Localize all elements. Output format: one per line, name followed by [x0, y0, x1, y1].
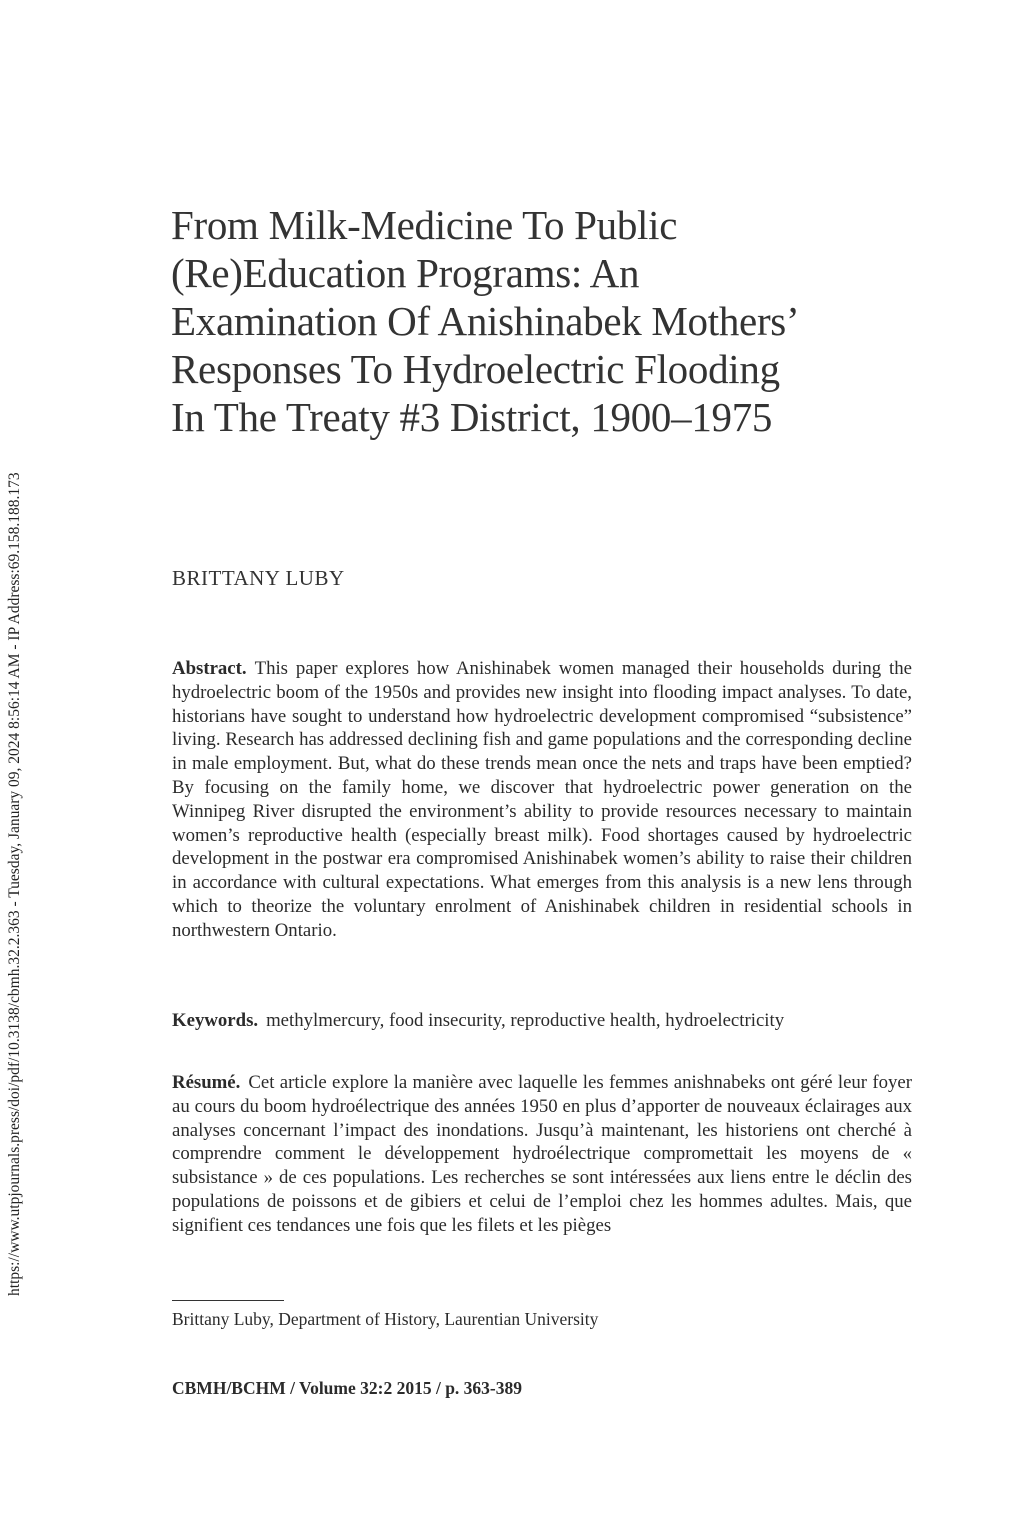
title-line: From Milk-Medicine To Public [171, 202, 678, 248]
resume-paragraph [172, 1071, 912, 1238]
title-line: Responses To Hydroelectric Flooding [171, 346, 780, 392]
abstract-label: Abstract. [172, 658, 247, 679]
resume-label: Résumé. [172, 1072, 241, 1093]
abstract-text: This paper explores how Anishinabek women managed their households during the hydroelectric boom of the 1950s and provides new insight into flooding impact analyses. To date, historians have sought to understand how hydroelectric development compromised “subsistence” living. Research has addressed declining fish and game populations and the corresponding decline in male employment. But, what do these trends mean once the nets and traps have been emptied? By focusing on the family home, we discover that hydroelectric power generation on the Winnipeg River disrupted the environment’s ability to provide resources necessary to maintain women’s reproductive health (especially breast milk). Food shortages caused by hydroelectric development in the postwar era compromised Anishinabek women’s ability to raise their children in accordance with cultural expectations. What emerges from this analysis is a new lens through which to theorize the voluntary enrolment of Anishinabek children in residential schools in northwestern Ontario. [172, 658, 912, 941]
keywords-text: methylmercury, food insecurity, reproductive health, hydroelectricity [266, 1010, 785, 1031]
keywords-paragraph [172, 1009, 912, 1033]
keywords-label: Keywords. [172, 1010, 259, 1031]
journal-citation: CBMH/BCHM / Volume 32:2 2015 / p. 363-389 [172, 1378, 523, 1398]
title-line: In The Treaty #3 District, 1900–1975 [171, 394, 773, 440]
abstract-paragraph [172, 657, 912, 943]
title-line: Examination Of Anishinabek Mothers’ [171, 298, 800, 344]
resume-text: Cet article explore la manière avec laquelle les femmes anishnabeks ont géré leur foyer au cours du boom hydroélectrique des années 1950 en plus d’apporter de nouveaux éclairages aux analyses concernant l’impact des inondations. Jusqu’à maintenant, les historiens ont cherché à comprendre comment le développement hydroélectrique compromettait les moyens de « subsistance » de ces populations. Les recherches se sont intéressées aux liens entre le déclin des populations de poissons et de gibiers et celui de l’emploi chez les hommes adultes. Mais, que signifient ces tendances une fois que les filets et les pièges [172, 1072, 912, 1236]
footnote-divider [172, 1300, 284, 1301]
author-affiliation: Brittany Luby, Department of History, Laurentian University [172, 1309, 599, 1329]
article-title [171, 201, 931, 441]
title-line: (Re)Education Programs: An [171, 250, 640, 296]
author-name: BRITTANY LUBY [172, 566, 345, 590]
download-watermark: https://www.utpjournals.press/doi/pdf/10.3138/cbmh.32.2.363 - Tuesday, January 09, 2024 8:56:14 AM - IP Address:69.158.188.173 [6, 472, 23, 1296]
